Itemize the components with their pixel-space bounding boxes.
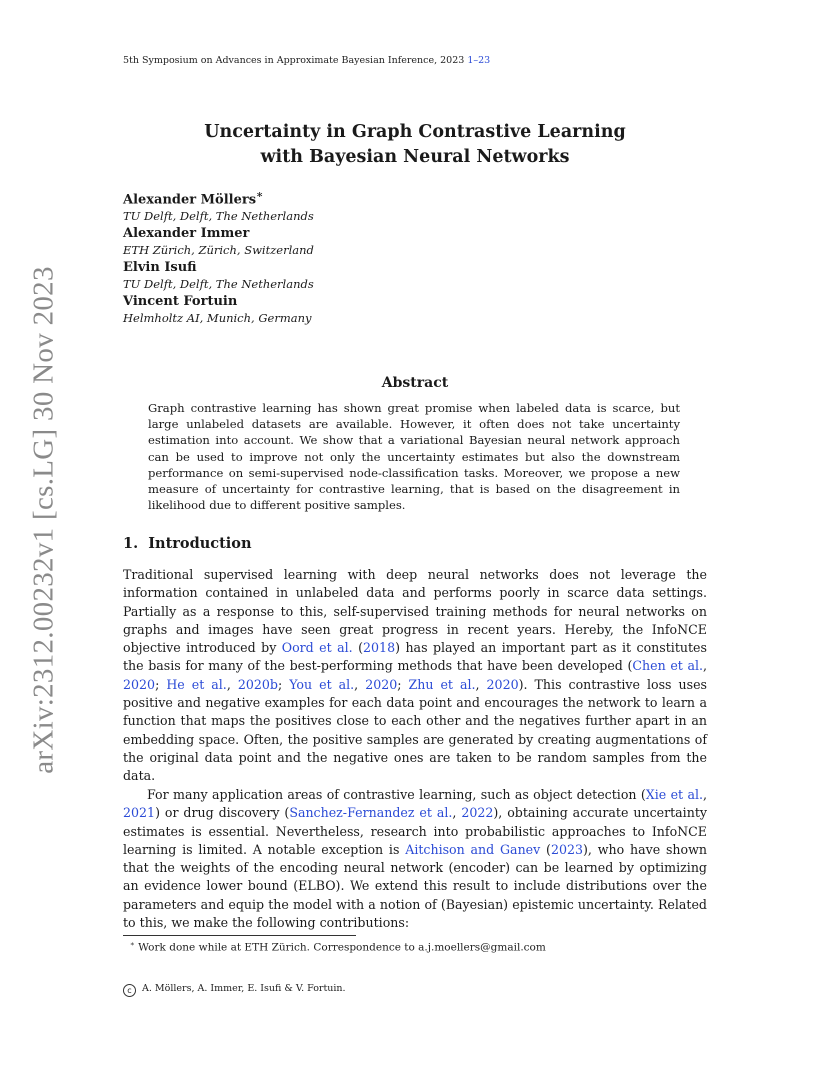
copyright-icon: c <box>123 984 136 997</box>
citation-link[interactable]: Chen et al. <box>632 658 703 674</box>
body-text: For many application areas of contrastive learning, such as object detection ( <box>147 787 646 802</box>
copyright-text: A. Möllers, A. Immer, E. Isufi & V. Fortuin. <box>142 983 346 994</box>
body-text: , <box>452 805 462 821</box>
author-name: Alexander Immer <box>123 226 250 242</box>
author-affiliation: TU Delft, Delft, The Netherlands <box>123 209 314 224</box>
abstract-heading: Abstract <box>381 375 449 391</box>
body-text: , <box>702 787 707 802</box>
citation-year-link[interactable]: 2018 <box>363 640 396 656</box>
author-block <box>123 293 314 326</box>
citation-link[interactable]: Aitchison and Ganev <box>405 841 541 857</box>
body-text: ) has played an important part as it constitutes the basis for many of the best-performing methods that have been developed ( <box>123 640 707 674</box>
page-range-link[interactable]: 1–23 <box>467 55 491 66</box>
copyright-line <box>123 983 346 997</box>
body-text: ), obtaining accurate uncertainty estimates is essential. Nevertheless, research into probabilistic approaches to InfoNCE learning is limited. A notable exception is <box>123 805 707 857</box>
citation-year-link[interactable]: 2020b <box>237 676 278 692</box>
author-name: Vincent Fortuin <box>123 294 238 310</box>
footnote-text: Work done while at ETH Zürich. Correspondence to a.j.moellers@gmail.com <box>134 941 546 954</box>
body-text: , <box>354 676 366 692</box>
running-header <box>123 55 490 66</box>
citation-year-link[interactable]: 2020 <box>486 676 519 692</box>
footnote-mark: ∗ <box>256 188 264 201</box>
section-number: 1. <box>123 535 139 552</box>
body-text: , <box>226 676 238 692</box>
author-block <box>123 259 314 292</box>
citation-year-link[interactable]: 2021 <box>123 805 156 821</box>
section-title: Introduction <box>148 535 252 552</box>
author-affiliation: Helmholtz AI, Munich, Germany <box>123 311 312 326</box>
citation-year-link[interactable]: 2020 <box>123 676 156 692</box>
body-text: ) or drug discovery ( <box>155 805 290 821</box>
author-block <box>123 186 314 224</box>
author-name: Elvin Isufi <box>123 260 197 276</box>
paper-title <box>123 120 707 170</box>
body-text: ( <box>540 841 551 857</box>
footnote-mark: ∗ <box>130 940 135 948</box>
citation-link[interactable]: Sanchez-Fernandez et al. <box>289 805 453 821</box>
author-block <box>123 225 314 258</box>
citation-year-link[interactable]: 2020 <box>365 676 398 692</box>
body-text: Traditional supervised learning with deep neural networks does not leverage the information contained in unlabeled data and performs poorly in scarce data settings. Partially as a response to this, self-supervised training methods for neural networks on graphs and images have seen great progress in recent years. Hereby, the InfoNCE objective introduced by <box>123 567 707 656</box>
title-line-1: Uncertainty in Graph Contrastive Learning <box>204 122 626 142</box>
author-affiliation: TU Delft, Delft, The Netherlands <box>123 277 314 292</box>
citation-year-link[interactable]: 2023 <box>550 841 584 857</box>
section-heading <box>123 535 252 552</box>
citation-link[interactable]: Oord et al. <box>281 640 353 656</box>
body-text: ). This contrastive loss uses positive and negative examples for each data point and encourages the network to learn a function that maps the positives close to each other and the negatives further apart in an embedding space. Often, the positive samples are generated by creating augmentations of the original data point and the negative ones are taken to be random samples from the data. <box>123 676 708 784</box>
body-text: ), who have shown that the weights of the encoding neural network (encoder) can be learned by optimizing an evidence lower bound (ELBO). We extend this result to include distributions over the parameters and equip the model with a notion of (Bayesian) epistemic uncertainty. Related to this, we make the following contributions: <box>123 841 707 931</box>
footnote <box>130 940 546 954</box>
footnote-divider <box>123 935 356 936</box>
body-text: ( <box>352 640 364 656</box>
body-text: ; <box>277 676 290 692</box>
body-text: , <box>475 676 487 692</box>
author-affiliation: ETH Zürich, Zürich, Switzerland <box>123 243 314 258</box>
citation-year-link[interactable]: 2022 <box>461 805 494 821</box>
body-text: , <box>702 658 707 674</box>
title-line-2: with Bayesian Neural Networks <box>260 147 570 167</box>
body-text: ; <box>155 676 167 692</box>
author-list <box>123 186 314 326</box>
author-name: Alexander Möllers <box>123 192 257 208</box>
abstract-text: Graph contrastive learning has shown great promise when labeled data is scarce, but large unlabeled datasets are available. However, it often does not take uncertainty estimation into account. We show that a variational Bayesian neural network approach can be used to improve not only the uncertainty estimates but also the downstream performance on semi-supervised node-classification tasks. Moreover, we propose a new measure of uncertainty for contrastive learning, that is based on the disagreement in likelihood due to different positive samples. <box>148 401 680 513</box>
citation-link[interactable]: Zhu et al. <box>408 676 476 692</box>
arxiv-stamp: arXiv:2312.00232v1 [cs.LG] 30 Nov 2023 <box>27 266 60 774</box>
intro-paragraph-2 <box>123 786 707 932</box>
venue-text: 5th Symposium on Advances in Approximate Bayesian Inference, 2023 <box>123 55 468 66</box>
body-text: ; <box>397 676 409 692</box>
citation-link[interactable]: Xie et al. <box>645 787 703 802</box>
citation-link[interactable]: You et al. <box>289 676 355 692</box>
intro-paragraph-1 <box>123 566 707 786</box>
citation-link[interactable]: He et al. <box>166 676 227 692</box>
